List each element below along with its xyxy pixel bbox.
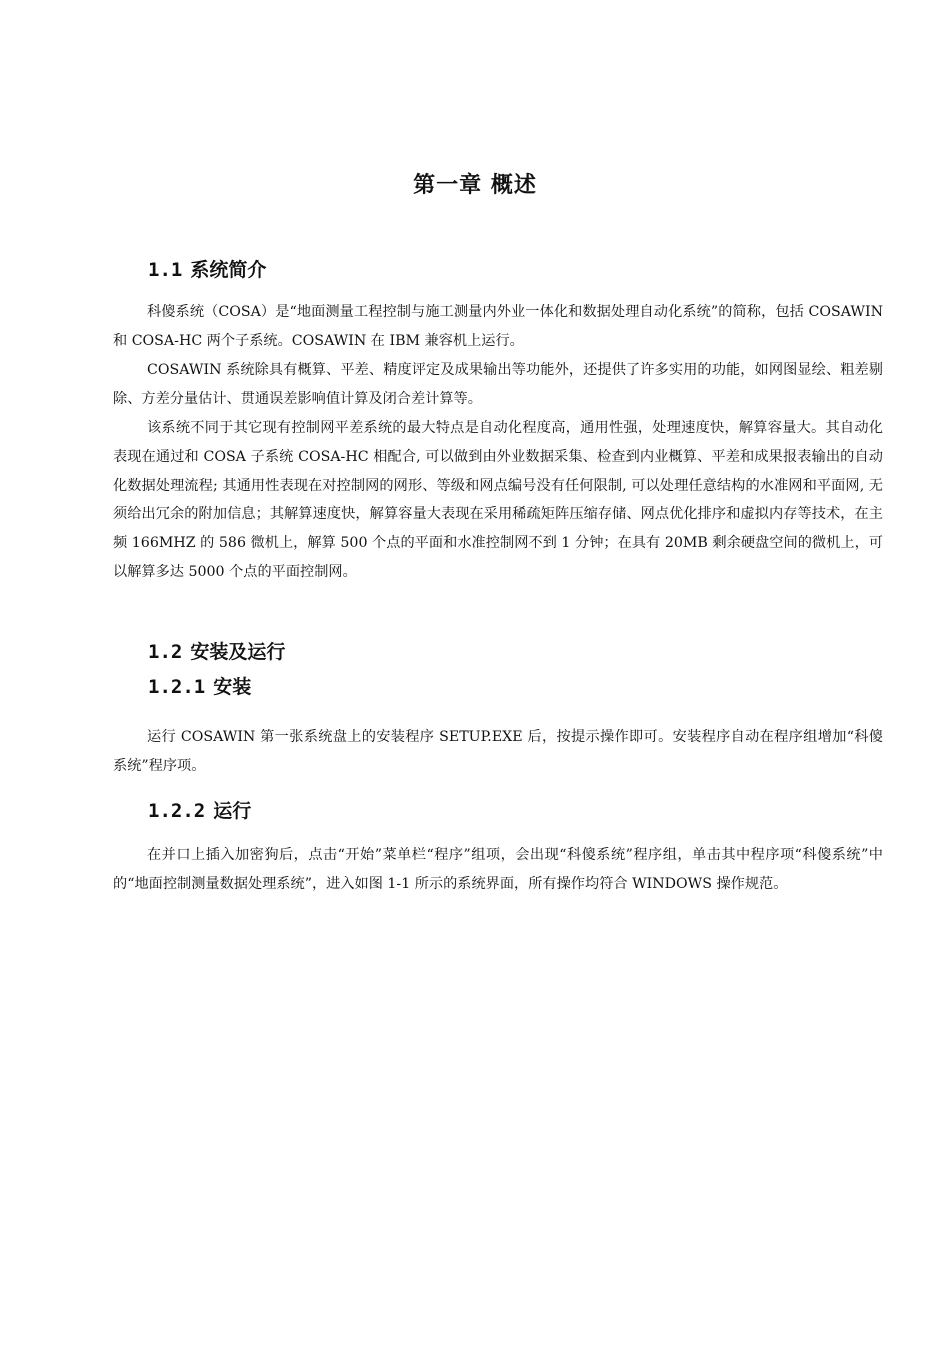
section-title: 安装	[213, 676, 252, 698]
chapter-title: 第一章 概述	[413, 173, 537, 198]
section-number: 1.2.2	[148, 800, 206, 822]
paragraph: 该系统不同于其它现有控制网平差系统的最大特点是自动化程度高，通用性强，处理速度快，解算容量大。其自动化表现在通过和 COSA 子系统 COSA-HC 相配合, 可以做到由外业数据采集、检查到内业概算、平差和成果报表输出的自动化数据处理流程; 其通用性表现在对控制网的网形、等级和网点编号没有任何限制, 可以处理任意结构的水准网和平面网, 无须给出冗余的附加信息；其解算速度快，解算容量大表现在采用稀疏矩阵压缩存储、网点优化排序和虚拟内存等技术，在主频 166MHZ 的 586 微机上，解算 500 个点的平面和水准控制网不到 1 分钟；在具有 20MB 剩余硬盘空间的微机上，可以解算多达 5000 个点的平面控制网。	[113, 420, 883, 580]
section-heading-1-2-1	[148, 672, 251, 699]
paragraph: 科傻系统（COSA）是“地面测量工程控制与施工测量内外业一体化和数据处理自动化系统”的简称，包括 COSAWIN 和 COSA-HC 两个子系统。COSAWIN 在 IBM 兼容机上运行。	[113, 304, 883, 349]
section-number: 1.1	[148, 259, 183, 281]
section-title: 系统简介	[190, 259, 267, 281]
section-number: 1.2	[148, 641, 183, 663]
section-title: 运行	[213, 800, 252, 822]
section-heading-1-1	[148, 255, 266, 282]
section-heading-1-2	[148, 637, 285, 664]
paragraph: COSAWIN 系统除具有概算、平差、精度评定及成果输出等功能外，还提供了许多实用的功能，如网图显绘、粗差剔除、方差分量估计、贯通误差影响值计算及闭合差计算等。	[113, 362, 883, 407]
section-title: 安装及运行	[190, 641, 286, 663]
section-number: 1.2.1	[148, 676, 206, 698]
paragraph: 运行 COSAWIN 第一张系统盘上的安装程序 SETUP.EXE 后，按提示操作即可。安装程序自动在程序组增加“科傻系统”程序项。	[113, 729, 883, 774]
section-heading-1-2-2	[148, 796, 251, 823]
paragraph: 在并口上插入加密狗后，点击“开始”菜单栏“程序”组项，会出现“科傻系统”程序组，单击其中程序项“科傻系统”中的“地面控制测量数据处理系统”，进入如图 1-1 所示的系统界面，所有操作均符合 WINDOWS 操作规范。	[113, 847, 883, 892]
